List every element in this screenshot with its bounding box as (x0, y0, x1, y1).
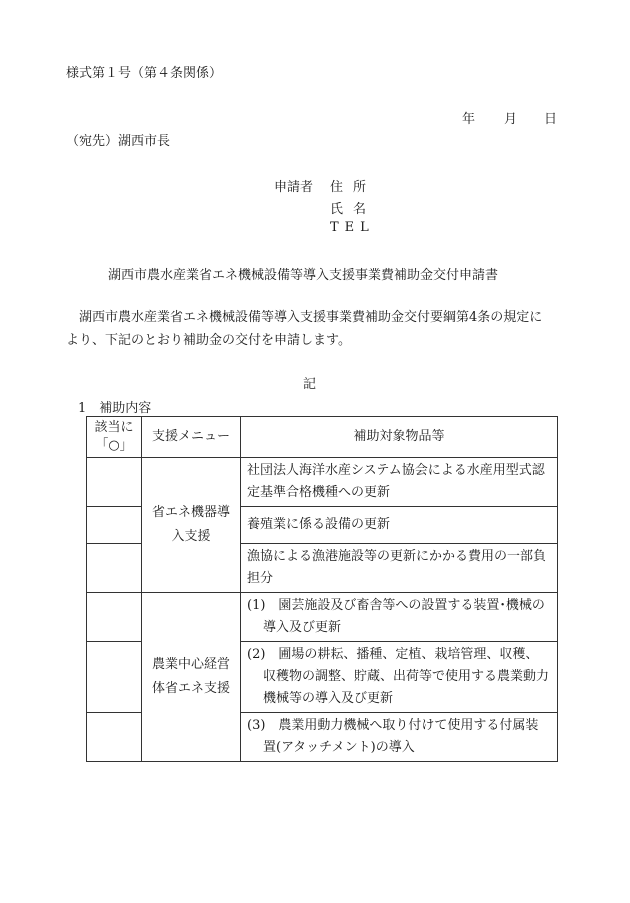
item-cell: 社団法人海洋水産システム協会による水産用型式認定基準合格機種への更新 (241, 458, 558, 507)
ki-heading: 記 (303, 377, 317, 392)
item-cell (241, 713, 558, 762)
item-cell: 養殖業に係る設備の更新 (241, 507, 558, 544)
form-number: 様式第１号（第４条関係） (66, 66, 223, 81)
addressee: （宛先）湖西市長 (66, 134, 171, 149)
header-menu: 支援メニュー (142, 417, 241, 458)
date-year: 年 (462, 112, 476, 127)
item-text: (2) 圃場の耕耘、播種、定植、栽培管理、収穫、収穫物の調整、貯蔵、出荷等で使用する農業動力機械等の導入及び更新 (247, 647, 550, 706)
item-cell: 漁協による漁港施設等の更新にかかる費用の一部負担分 (241, 544, 558, 593)
table-row (87, 593, 558, 642)
check-cell[interactable] (87, 713, 142, 762)
tel-label: TEL (330, 220, 375, 235)
name-label: 氏名 (330, 202, 377, 217)
check-cell[interactable] (87, 544, 142, 593)
item-text: (3) 農業用動力機械へ取り付けて使用する付属装置(アタッチメント)の導入 (247, 718, 539, 755)
table-row (87, 458, 558, 507)
applicant-label: 申請者 (274, 180, 314, 195)
menu-cell: 農業中心経営体省エネ支援 (142, 593, 241, 762)
body-text: 湖西市農水産業省エネ機械設備等導入支援事業費補助金交付要綱第4条の規定により、下記のとおり補助金の交付を申請します。 (66, 310, 543, 348)
item-text: (1) 園芸施設及び畜舎等への設置する装置･機械の導入及び更新 (247, 598, 545, 635)
date-day: 日 (544, 112, 558, 127)
address-label: 住所 (330, 180, 377, 195)
section-heading: 1 補助内容 (78, 401, 152, 416)
item-cell (241, 593, 558, 642)
header-items: 補助対象物品等 (241, 417, 558, 458)
subsidy-table (86, 416, 558, 762)
check-cell[interactable] (87, 507, 142, 544)
header-check: 該当に「○」 (87, 417, 142, 458)
check-cell[interactable] (87, 458, 142, 507)
document-title: 湖西市農水産業省エネ機械設備等導入支援事業費補助金交付申請書 (108, 268, 499, 283)
item-cell (241, 642, 558, 713)
check-cell[interactable] (87, 593, 142, 642)
table-header-row (87, 417, 558, 458)
check-cell[interactable] (87, 642, 142, 713)
menu-cell: 省エネ機器導入支援 (142, 458, 241, 593)
date-month: 月 (504, 112, 518, 127)
